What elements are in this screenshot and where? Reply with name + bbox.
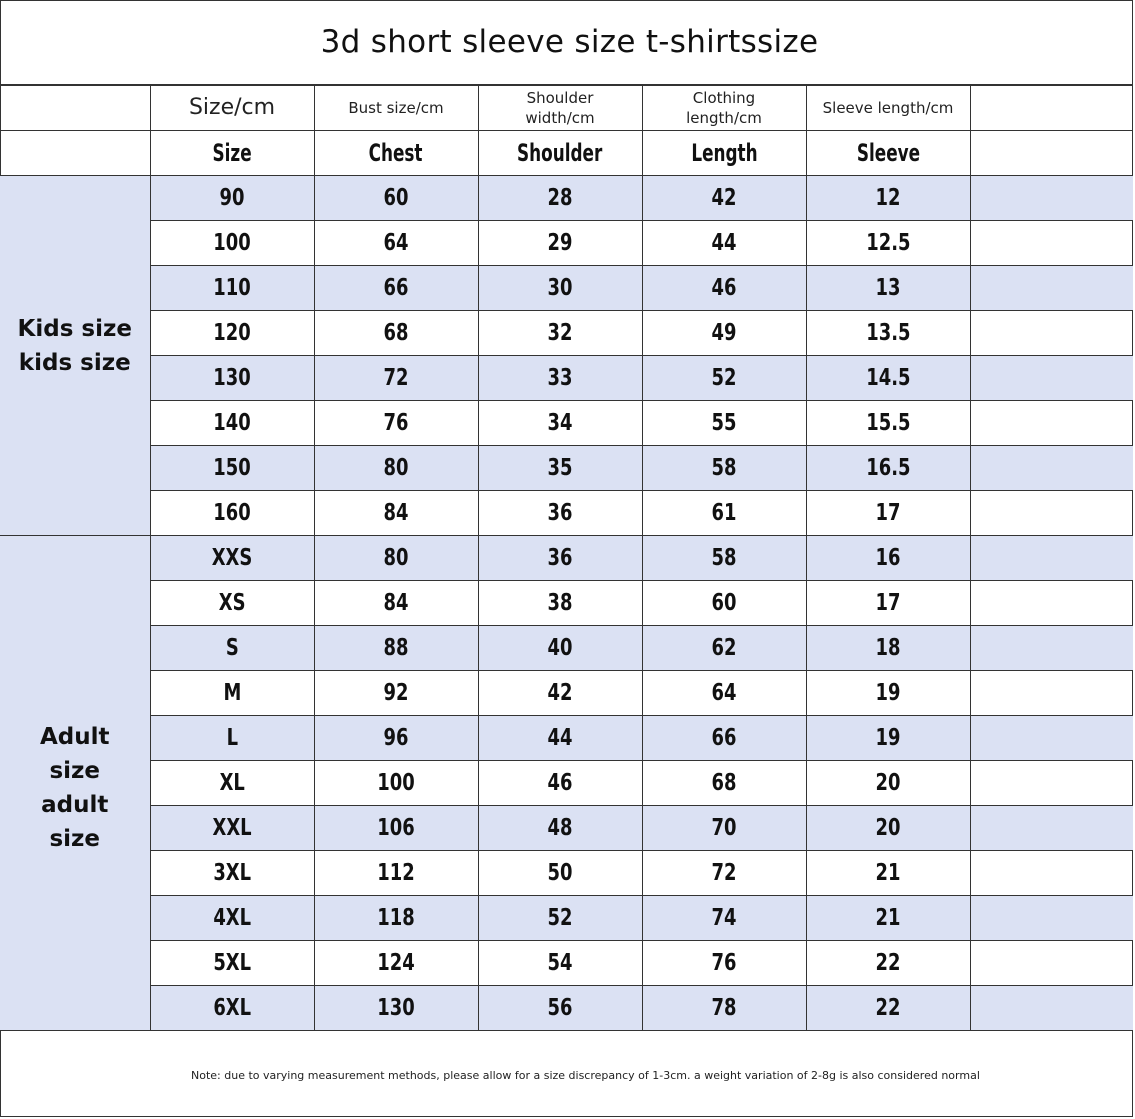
table-row-edge [970,941,1133,986]
table-cell: 60 [642,581,806,626]
unit-header-row [0,86,1133,131]
table-cell: 61 [642,491,806,536]
table-cell: 66 [314,266,478,311]
table-row-edge [970,581,1133,626]
group-label-line: Kids size [17,315,132,342]
unit-header-shoulder: Shoulder width/cm [478,86,642,131]
unit-header-size: Size/cm [150,86,314,131]
table-cell: 34 [478,401,642,446]
table-cell: 13.5 [806,311,970,356]
table-cell: 68 [314,311,478,356]
table-row-edge [970,716,1133,761]
unit-header-edge [970,86,1133,131]
table-cell: 50 [478,851,642,896]
table-cell: 56 [478,986,642,1031]
table-row-edge [970,356,1133,401]
table-cell: 64 [642,671,806,716]
table-cell: 124 [314,941,478,986]
table-cell: 21 [806,896,970,941]
table-row [0,356,1133,401]
table-cell: 29 [478,221,642,266]
table-cell: 84 [314,581,478,626]
table-cell: 76 [314,401,478,446]
table-row [0,716,1133,761]
table-row [0,176,1133,221]
title-bar [0,0,1133,85]
table-row-edge [970,626,1133,671]
group-label-kids [0,176,150,536]
table-cell: 15.5 [806,401,970,446]
note-area [0,1030,1133,1116]
column-header-edge [970,131,1133,176]
table-row-edge [970,266,1133,311]
table-cell: L [150,716,314,761]
table-row-edge [970,221,1133,266]
table-cell: 33 [478,356,642,401]
table-cell: 3XL [150,851,314,896]
column-header-blank [0,131,150,176]
table-cell: 130 [314,986,478,1031]
table-cell: 6XL [150,986,314,1031]
table-row-edge [970,446,1133,491]
table-row-edge [970,401,1133,446]
group-label-line: Adult size [39,724,110,784]
table-row [0,221,1133,266]
table-cell: 160 [150,491,314,536]
column-header-chest: Chest [314,131,478,176]
table-cell: 30 [478,266,642,311]
table-cell: M [150,671,314,716]
table-cell: 18 [806,626,970,671]
table-cell: 52 [478,896,642,941]
table-cell: 88 [314,626,478,671]
table-cell: 106 [314,806,478,851]
page-title: 3d short sleeve size t-shirtssize [320,24,819,60]
table-row [0,626,1133,671]
table-row [0,491,1133,536]
size-table [0,85,1133,1031]
table-cell: 150 [150,446,314,491]
table-cell: 66 [642,716,806,761]
table-cell: 100 [150,221,314,266]
table-cell: 64 [314,221,478,266]
table-cell: 22 [806,941,970,986]
table-row [0,941,1133,986]
table-cell: 12 [806,176,970,221]
table-cell: 44 [478,716,642,761]
column-header-size: Size [150,131,314,176]
table-cell: 68 [642,761,806,806]
table-row-edge [970,176,1133,221]
table-cell: 130 [150,356,314,401]
table-cell: 17 [806,491,970,536]
table-cell: 20 [806,806,970,851]
table-cell: 32 [478,311,642,356]
table-cell: 72 [642,851,806,896]
table-cell: 90 [150,176,314,221]
table-cell: 46 [642,266,806,311]
table-cell: 84 [314,491,478,536]
table-cell: 92 [314,671,478,716]
column-header-sleeve: Sleeve [806,131,970,176]
table-cell: 118 [314,896,478,941]
table-row [0,806,1133,851]
table-cell: 19 [806,671,970,716]
table-row [0,671,1133,716]
table-cell: 112 [314,851,478,896]
group-label-line: kids size [18,349,131,376]
table-cell: 58 [642,536,806,581]
table-row-edge [970,986,1133,1031]
table-row-edge [970,491,1133,536]
column-header-shoulder: Shoulder [478,131,642,176]
table-cell: 42 [478,671,642,716]
unit-header-blank [0,86,150,131]
table-cell: 5XL [150,941,314,986]
table-cell: 22 [806,986,970,1031]
table-cell: 100 [314,761,478,806]
table-cell: 14.5 [806,356,970,401]
unit-header-bust: Bust size/cm [314,86,478,131]
table-row-edge [970,851,1133,896]
table-cell: 46 [478,761,642,806]
table-cell: XS [150,581,314,626]
table-cell: 20 [806,761,970,806]
table-cell: 74 [642,896,806,941]
table-row [0,896,1133,941]
table-cell: 17 [806,581,970,626]
table-cell: XXL [150,806,314,851]
table-cell: 78 [642,986,806,1031]
table-cell: 70 [642,806,806,851]
table-cell: 80 [314,446,478,491]
table-row-edge [970,536,1133,581]
table-cell: XL [150,761,314,806]
table-row [0,761,1133,806]
table-row [0,401,1133,446]
table-cell: 38 [478,581,642,626]
table-cell: 72 [314,356,478,401]
table-cell: 52 [642,356,806,401]
table-cell: 16 [806,536,970,581]
table-cell: 16.5 [806,446,970,491]
table-cell: 54 [478,941,642,986]
unit-header-length: Clothing length/cm [642,86,806,131]
table-row [0,986,1133,1031]
column-header-length: Length [642,131,806,176]
table-row [0,851,1133,896]
unit-header-sleeve: Sleeve length/cm [806,86,970,131]
table-cell: 48 [478,806,642,851]
table-cell: 35 [478,446,642,491]
table-cell: 76 [642,941,806,986]
table-row [0,266,1133,311]
table-row-edge [970,806,1133,851]
table-cell: 36 [478,491,642,536]
table-cell: 19 [806,716,970,761]
table-cell: 49 [642,311,806,356]
table-cell: S [150,626,314,671]
group-label-adult [0,536,150,1031]
table-row [0,311,1133,356]
table-row-edge [970,671,1133,716]
table-cell: 4XL [150,896,314,941]
table-row-edge [970,896,1133,941]
group-label-line: adult size [41,792,109,852]
table-cell: XXS [150,536,314,581]
table-cell: 110 [150,266,314,311]
table-row [0,446,1133,491]
note-text: Note: due to varying measurement methods, please allow for a size discrepancy of 1-3cm. a weight variation of 2-8g is also considered normal [191,1069,980,1082]
table-cell: 140 [150,401,314,446]
table-row-edge [970,311,1133,356]
column-header-row [0,131,1133,176]
table-cell: 55 [642,401,806,446]
table-row [0,581,1133,626]
table-row [0,536,1133,581]
table-cell: 80 [314,536,478,581]
table-cell: 58 [642,446,806,491]
table-cell: 42 [642,176,806,221]
table-cell: 36 [478,536,642,581]
table-cell: 96 [314,716,478,761]
table-cell: 62 [642,626,806,671]
table-cell: 13 [806,266,970,311]
table-cell: 21 [806,851,970,896]
table-row-edge [970,761,1133,806]
table-cell: 44 [642,221,806,266]
table-cell: 40 [478,626,642,671]
table-cell: 60 [314,176,478,221]
table-cell: 120 [150,311,314,356]
table-cell: 12.5 [806,221,970,266]
table-cell: 28 [478,176,642,221]
